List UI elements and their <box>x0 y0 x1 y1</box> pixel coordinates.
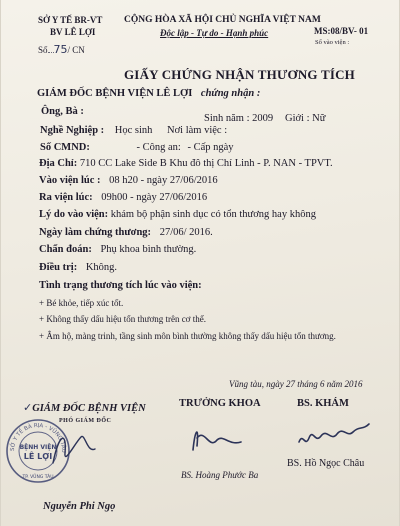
diagnosis-label: Chẩn đoán: <box>39 244 92 255</box>
birth-year: Sinh năm : 2009 <box>204 113 274 124</box>
injury-item-3: + Âm hộ, màng trinh, tầng sinh môn bình thường không thấy dấu hiệu tổn thương. <box>39 331 336 341</box>
gender-value: Nữ <box>312 113 326 124</box>
document-title: GIẤY CHỨNG NHẬN THƯƠNG TÍCH <box>124 67 355 82</box>
reason-value: khám bộ phận sinh dục có tổn thương hay không <box>110 209 316 220</box>
doctor-signature <box>293 418 373 452</box>
id-issuer: - Công an: <box>136 142 181 153</box>
name-label: Ông, Bà : <box>41 106 84 117</box>
discharged-value: 09h00 - ngày 27/06/2016 <box>101 192 208 203</box>
stamp-ring-text: SỞ Y TẾ BÀ RỊA - VŨNG TÀU <box>9 422 67 453</box>
workplace-label: Nơi làm việc : <box>167 125 228 136</box>
address-label: Địa Chỉ: <box>39 158 78 169</box>
id-label: Số CMND: <box>40 142 90 153</box>
occupation-value: Học sinh <box>114 125 153 136</box>
doctor-name: BS. Hồ Ngọc Châu <box>287 458 365 469</box>
discharged-label: Ra viện lúc: <box>39 192 93 203</box>
injury-item-2: + Không thấy dấu hiệu tổn thương trên cơ thể. <box>39 314 206 324</box>
gender-label: Giới : <box>285 113 310 124</box>
address-row <box>39 158 333 169</box>
address-value: 710 CC Lake Side B Khu đô thị Chí Linh - P. NAN - TPVT. <box>79 158 333 169</box>
diagnosis-row <box>39 244 196 255</box>
deputy-note: PHÓ GIÁM ĐỐC <box>59 418 112 424</box>
doctor-title: BS. KHÁM <box>297 398 349 409</box>
so-label: Số <box>38 45 48 55</box>
director-name: Nguyễn Phi Ngọ <box>43 501 116 512</box>
stamp-sub: TP. VŨNG TÀU <box>22 475 54 480</box>
dept-line-1: SỞ Y TẾ BR-VT <box>38 15 103 25</box>
so-suffix: / CN <box>67 45 85 55</box>
discharged-row <box>39 192 207 203</box>
treatment-value: Không. <box>85 262 118 273</box>
document-number <box>38 43 85 56</box>
certifier-line <box>37 88 260 99</box>
cert-date-label: Ngày làm chứng thương: <box>39 227 152 238</box>
place-date: Vũng tàu, ngày 27 tháng 6 năm 2016 <box>229 379 363 389</box>
cert-date-row <box>39 227 213 238</box>
head-dept-title: TRƯỞNG KHOA <box>179 398 261 409</box>
head-dept-signature <box>183 420 253 460</box>
reason-label: Lý do vào viện: <box>39 209 109 220</box>
admission-number-label: Số vào viện : <box>315 39 350 46</box>
stamp-center-1: BỆNH VIỆN <box>19 444 57 451</box>
diagnosis-value: Phụ khoa bình thường. <box>100 244 197 255</box>
certifier-label: GIÁM ĐỐC BỆNH VIỆN LÊ LỢI <box>37 88 193 99</box>
director-title: ✓GIÁM ĐỐC BỆNH VIỆN <box>23 401 146 414</box>
occupation-label: Nghề Nghiệp : <box>40 125 105 136</box>
id-date: - Cấp ngày <box>187 142 234 153</box>
id-row <box>40 142 234 153</box>
certifier-suffix: chứng nhận : <box>200 88 261 99</box>
form-code: MS:08/BV- 01 <box>314 26 369 36</box>
injury-label: Tình trạng thương tích lúc vào viện: <box>39 280 202 291</box>
head-dept-name: BS. Hoàng Phước Ba <box>181 470 259 480</box>
dept-line-2: BV LÊ LỢI <box>50 27 96 37</box>
so-value: 75 <box>53 43 68 56</box>
treatment-label: Điều trị: <box>39 262 78 273</box>
admitted-row <box>39 175 218 186</box>
cert-date-value: 27/06/ 2016. <box>159 227 213 238</box>
republic-title: CỘNG HÒA XÃ HỘI CHỦ NGHĨA VIỆT NAM <box>124 15 321 25</box>
national-motto: Độc lập - Tự do - Hạnh phúc <box>160 28 269 38</box>
director-title-text: GIÁM ĐỐC BỆNH VIỆN <box>32 403 146 414</box>
occupation-row <box>40 125 227 136</box>
admitted-label: Vào viện lúc : <box>39 175 101 186</box>
admitted-value: 08 h20 - ngày 27/06/2016 <box>109 175 218 186</box>
stamp-center-2: LÊ LỢI <box>23 452 53 461</box>
certificate-page <box>1 0 399 526</box>
gender <box>285 113 325 124</box>
injury-item-1: + Bé khỏe, tiếp xúc tốt. <box>39 298 124 308</box>
reason-row <box>39 209 316 220</box>
director-signature <box>45 423 105 473</box>
treatment-row <box>39 262 117 273</box>
